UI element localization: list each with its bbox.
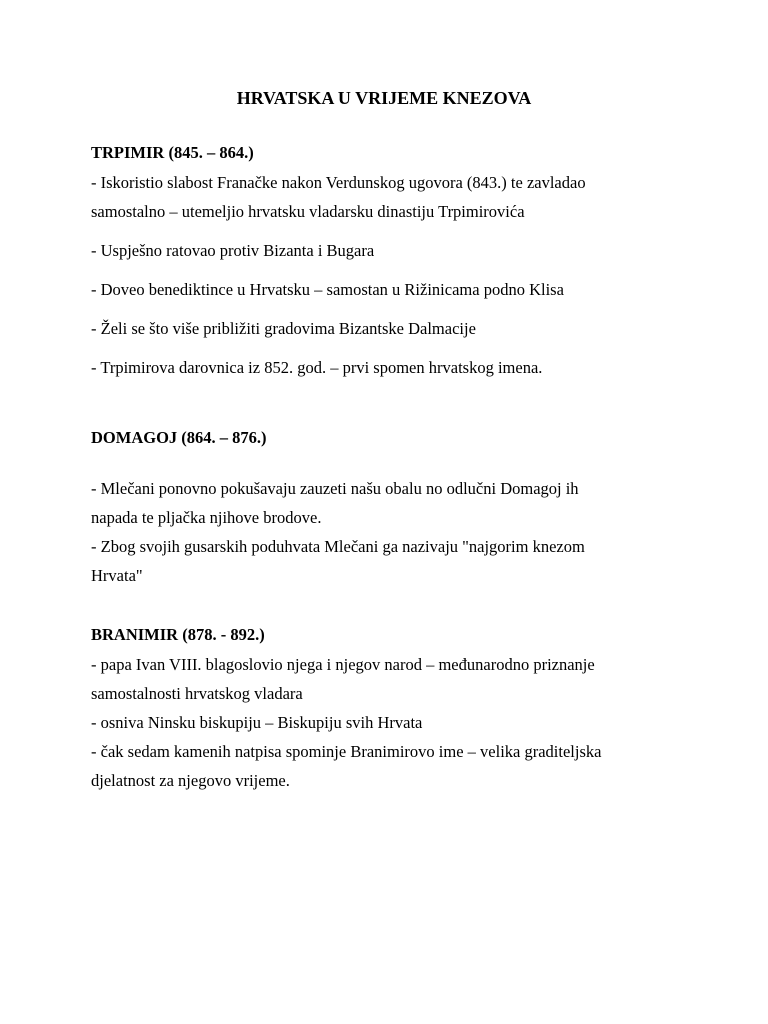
section-heading-trpimir: TRPIMIR (845. – 864.) bbox=[91, 143, 254, 162]
paragraph-line: samostalno – utemeljio hrvatsku vladarsku dinastiju Trpimirovića bbox=[91, 202, 525, 221]
section-heading-branimir: BRANIMIR (878. - 892.) bbox=[91, 625, 265, 644]
paragraph-line: - Iskoristio slabost Franačke nakon Verdunskog ugovora (843.) te zavladao bbox=[91, 173, 586, 192]
paragraph-line: - Zbog svojih gusarskih poduhvata Mlečani ga nazivaju "najgorim knezom bbox=[91, 537, 585, 556]
paragraph-line: - Trpimirova darovnica iz 852. god. – prvi spomen hrvatskog imena. bbox=[91, 358, 543, 377]
paragraph-line: - Uspješno ratovao protiv Bizanta i Bugara bbox=[91, 241, 375, 260]
paragraph-line: djelatnost za njegovo vrijeme. bbox=[91, 771, 290, 790]
paragraph-line: samostalnosti hrvatskog vladara bbox=[91, 684, 303, 703]
paragraph-line: Hrvata" bbox=[91, 566, 143, 585]
paragraph-line: - papa Ivan VIII. blagoslovio njega i njegov narod – međunarodno priznanje bbox=[91, 655, 595, 674]
page-title: HRVATSKA U VRIJEME KNEZOVA bbox=[236, 88, 532, 108]
paragraph-line: - Doveo benediktince u Hrvatsku – samostan u Rižinicama podno Klisa bbox=[91, 280, 564, 299]
paragraph-line: - osniva Ninsku biskupiju – Biskupiju svih Hrvata bbox=[91, 713, 423, 732]
paragraph-line: - Mlečani ponovno pokušavaju zauzeti našu obalu no odlučni Domagoj ih bbox=[91, 479, 579, 498]
section-heading-domagoj: DOMAGOJ (864. – 876.) bbox=[91, 428, 267, 447]
paragraph-line: napada te pljačka njihove brodove. bbox=[91, 508, 322, 527]
paragraph-line: - Želi se što više približiti gradovima Bizantske Dalmacije bbox=[91, 319, 476, 338]
paragraph-line: - čak sedam kamenih natpisa spominje Branimirovo ime – velika graditeljska bbox=[91, 742, 602, 761]
